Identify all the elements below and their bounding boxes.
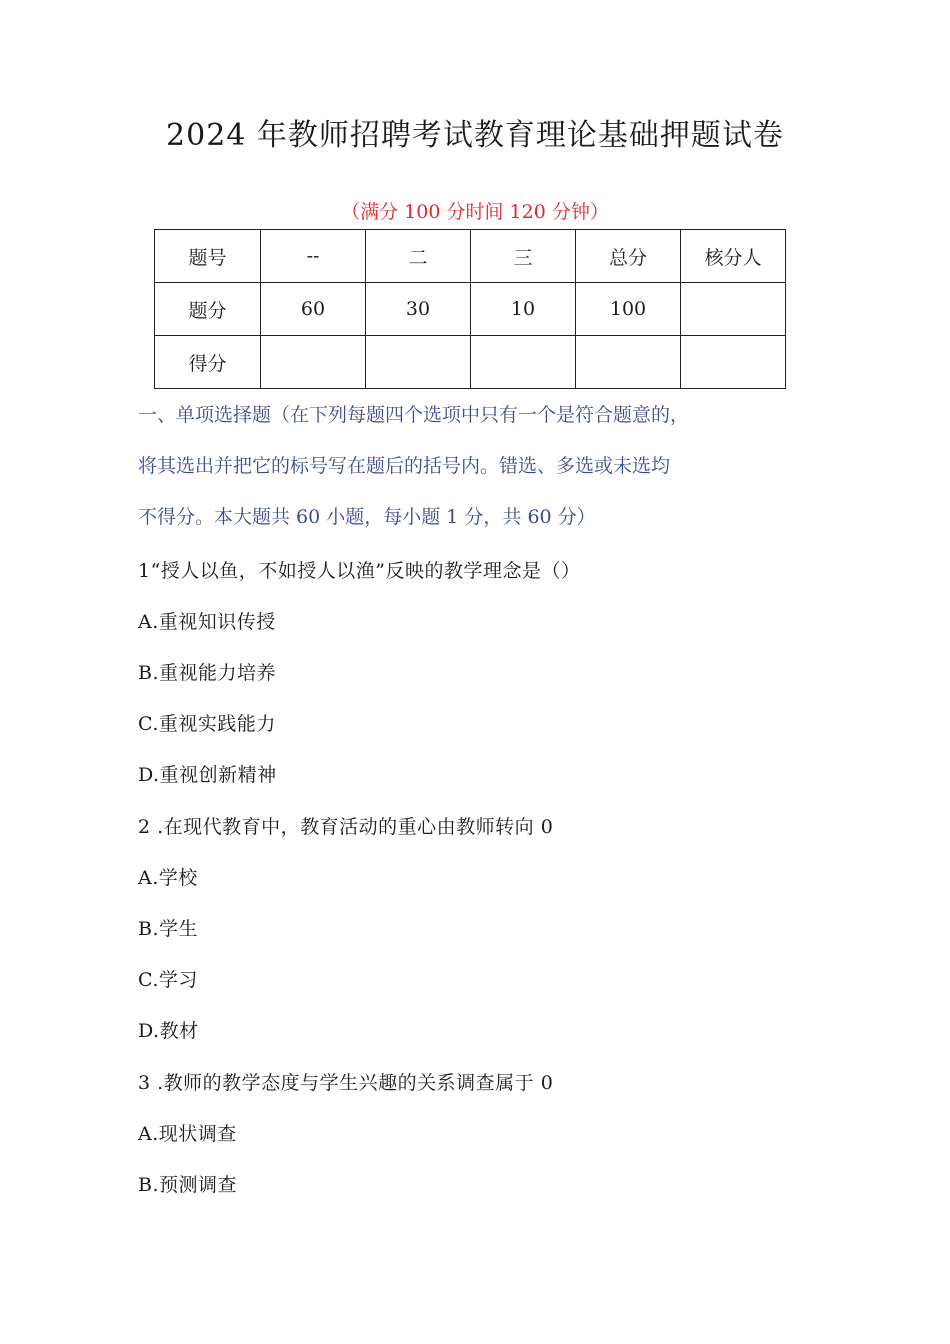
table-cell: -- bbox=[261, 230, 366, 283]
answer-option: A.重视知识传授 bbox=[138, 611, 276, 633]
table-cell: 总分 bbox=[576, 230, 681, 283]
instruction-line: 一、单项选择题（在下列每题四个选项中只有一个是符合题意的， bbox=[138, 404, 690, 426]
answer-option: A.现状调查 bbox=[138, 1123, 237, 1145]
question-stem: 3 .教师的教学态度与学生兴趣的关系调查属于 0 bbox=[138, 1072, 554, 1094]
instruction-line: 不得分。本大题共 60 小题，每小题 1 分，共 60 分） bbox=[138, 506, 596, 528]
table-cell bbox=[576, 336, 681, 389]
table-cell: 60 bbox=[261, 283, 366, 336]
table-cell: 二 bbox=[366, 230, 471, 283]
table-row bbox=[155, 283, 786, 336]
answer-option: C.学习 bbox=[138, 969, 198, 991]
score-table bbox=[154, 229, 786, 389]
table-row bbox=[155, 336, 786, 389]
table-cell: 10 bbox=[471, 283, 576, 336]
answer-option: C.重视实践能力 bbox=[138, 713, 276, 735]
answer-option: B.预测调查 bbox=[138, 1174, 238, 1196]
answer-option: D.重视创新精神 bbox=[138, 764, 277, 786]
table-cell: 题号 bbox=[155, 230, 261, 283]
table-cell bbox=[681, 336, 786, 389]
table-cell bbox=[366, 336, 471, 389]
table-cell bbox=[471, 336, 576, 389]
question-stem: 2 .在现代教育中，教育活动的重心由教师转向 0 bbox=[138, 816, 554, 838]
page-title: 2024 年教师招聘考试教育理论基础押题试卷 bbox=[166, 118, 784, 153]
table-cell: 100 bbox=[576, 283, 681, 336]
table-cell: 三 bbox=[471, 230, 576, 283]
table-cell: 题分 bbox=[155, 283, 261, 336]
answer-option: D.教材 bbox=[138, 1020, 199, 1042]
question-stem: 1“授人以鱼，不如授人以渔”反映的教学理念是（） bbox=[138, 560, 581, 582]
answer-option: B.学生 bbox=[138, 918, 199, 940]
table-cell bbox=[681, 283, 786, 336]
instruction-line: 将其选出并把它的标号写在题后的括号内。错选、多选或未选均 bbox=[138, 455, 671, 477]
answer-option: A.学校 bbox=[138, 867, 198, 889]
table-cell: 核分人 bbox=[681, 230, 786, 283]
exam-duration-note: （满分 100 分时间 120 分钟） bbox=[341, 201, 609, 223]
table-cell bbox=[261, 336, 366, 389]
answer-option: B.重视能力培养 bbox=[138, 662, 277, 684]
table-cell: 得分 bbox=[155, 336, 261, 389]
table-row bbox=[155, 230, 786, 283]
table-cell: 30 bbox=[366, 283, 471, 336]
section-instructions bbox=[138, 390, 798, 543]
